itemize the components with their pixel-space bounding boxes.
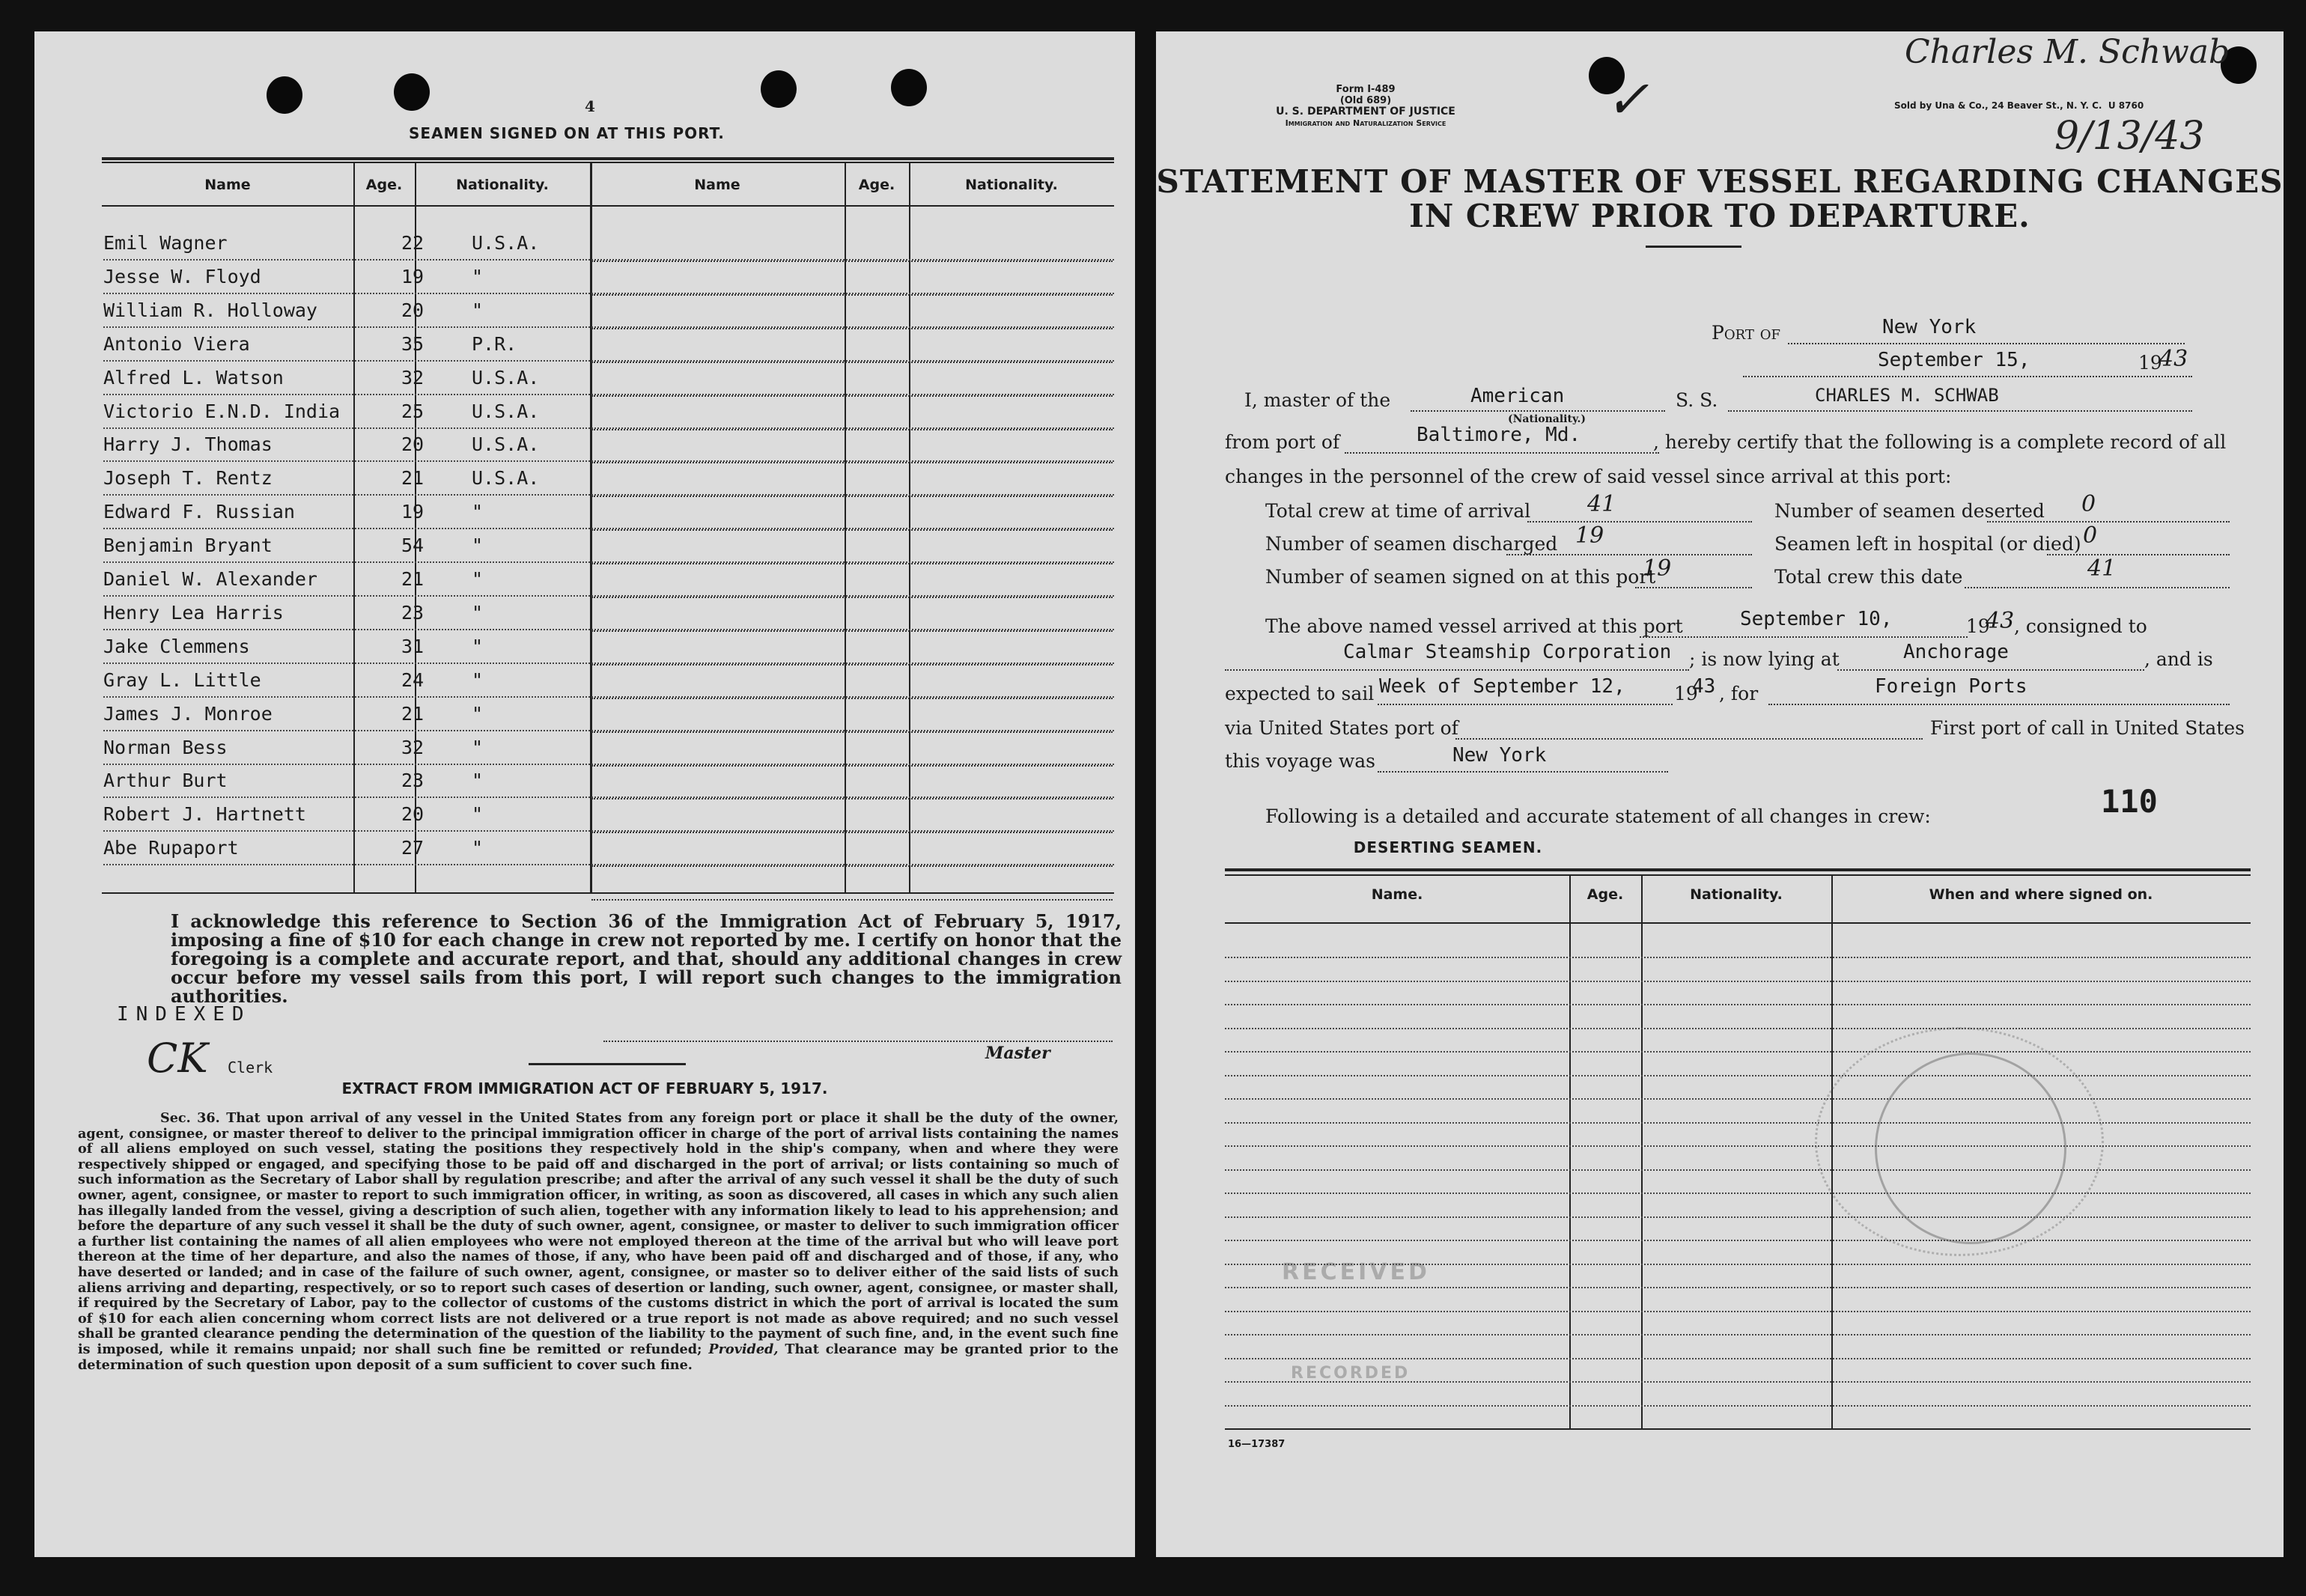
seaman-nationality: " xyxy=(472,770,484,792)
right-page: Form I-489 (Old 689) U. S. DEPARTMENT OF JUSTICE Immigration and Naturalization Service ✓ Charles M. Schwab 9/13/43 Sold by Una & Co., 24 Beaver St., N. Y. C. U 8760 STATEMENT OF MASTER OF VESSEL REGARDING CHANGES IN CREW PRIOR TO DEPARTURE. Port of New York September 15, 19 43 I, master of the American (Nationality.) S. S. CHARLES M. SCHWAB from port of Baltimore, Md. , hereby certify that the following is a complete record of all changes in the personnel of the crew of said vessel since arrival at this port: Total crew at time of arrival 41 Number of seamen deserted 0 Number of seamen discharged 19 Seamen left in hospital (or died) 0 Number of seamen signed on at this port 19 Total crew this date 41 The above named vessel arrived at this port September 10, 19 43 , consigned to Calmar Steamship Corporation ; is now lying at Anchorage , and is expected to sail Week of September 12, 19 43 , for Foreign Ports via United States port of First port of call in United States this voyage was New York 110 Following is a detailed and accurate statement of all changes in crew: DESERTING SEAMEN. Name. Age. Nationality. When and where signed on. RECEIVED RECORDED 16—17387 xyxy=(1156,31,2284,1557)
desert-col-signed-on: When and where signed on. xyxy=(1929,886,2153,903)
seaman-nationality: " xyxy=(472,299,484,321)
from-port-value: Baltimore, Md. xyxy=(1417,424,1581,446)
seaman-nationality: U.S.A. xyxy=(472,433,540,456)
signed-on-value: 19 xyxy=(1643,555,1672,582)
seaman-name: Abe Rupaport xyxy=(103,837,239,859)
table-row xyxy=(103,597,1114,630)
left-page xyxy=(34,31,1135,1557)
list-item xyxy=(1225,1311,2251,1312)
list-item xyxy=(1225,1098,2251,1100)
table-row xyxy=(103,496,1114,529)
seaman-age: 23 xyxy=(401,601,425,624)
list-item xyxy=(1225,1004,2251,1005)
seaman-nationality: " xyxy=(472,568,484,590)
hospital-label: Seamen left in hospital (or died) xyxy=(1774,533,2081,555)
list-item xyxy=(1225,1075,2251,1076)
table-row xyxy=(103,429,1114,462)
first-port-value: New York xyxy=(1452,744,1547,767)
table-row xyxy=(103,832,1114,865)
list-item xyxy=(1225,1216,2251,1218)
lying-label: ; is now lying at xyxy=(1689,648,1840,670)
circular-stamp-outer xyxy=(1815,1027,2104,1256)
seaman-name: Henry Lea Harris xyxy=(103,601,284,624)
col-header-name: Name xyxy=(204,177,251,193)
table-row xyxy=(103,799,1114,832)
sheet-number: 110 xyxy=(2101,783,2158,820)
col-header-name-2: Name xyxy=(694,177,740,193)
seaman-age: 21 xyxy=(401,702,425,725)
deserted-value: 0 xyxy=(2081,491,2096,517)
seaman-name: Robert J. Hartnett xyxy=(103,803,306,826)
faint-received-stamp: RECEIVED xyxy=(1282,1259,1430,1285)
and-is-label: , and is xyxy=(2144,648,2213,670)
list-item xyxy=(1225,1358,2251,1359)
arrived-year: 43 xyxy=(1986,608,2015,634)
printer-note: Sold by Una & Co., 24 Beaver St., N. Y. C. U 8760 xyxy=(1894,100,2144,111)
deserted-label: Number of seamen deserted xyxy=(1774,500,2045,522)
seaman-age: 20 xyxy=(401,299,425,321)
seaman-nationality: " xyxy=(472,837,484,859)
page-number: 4 xyxy=(585,97,595,115)
voyage-label: this voyage was xyxy=(1225,750,1376,772)
signed-on-label: Number of seamen signed on at this port xyxy=(1265,566,1656,588)
seaman-name: James J. Monroe xyxy=(103,702,273,725)
seaman-age: 25 xyxy=(401,400,425,422)
list-item xyxy=(1225,957,2251,958)
master-signature: Charles M. Schwab xyxy=(1905,33,2230,71)
seaman-name: Arthur Burt xyxy=(103,770,228,792)
list-item xyxy=(1225,1405,2251,1407)
seaman-name: Antonio Viera xyxy=(103,332,250,355)
port-value: New York xyxy=(1882,316,1977,338)
col-header-nationality-2: Nationality. xyxy=(965,177,1058,193)
destination-value: Foreign Ports xyxy=(1875,675,2027,698)
col-header-nationality: Nationality. xyxy=(456,177,549,193)
desert-col-name: Name. xyxy=(1371,886,1423,903)
total-date-value: 41 xyxy=(2087,555,2117,582)
expected-year: 43 xyxy=(1692,675,1716,698)
hospital-value: 0 xyxy=(2083,523,2098,549)
table-row xyxy=(103,228,1114,261)
seaman-nationality: " xyxy=(472,702,484,725)
table-row xyxy=(103,765,1114,798)
seaman-name: Harry J. Thomas xyxy=(103,433,273,456)
seaman-name: William R. Holloway xyxy=(103,299,317,321)
seaman-name: Emil Wagner xyxy=(103,232,228,254)
seaman-nationality: P.R. xyxy=(472,332,517,355)
punch-hole xyxy=(891,69,927,106)
seaman-name: Benjamin Bryant xyxy=(103,534,273,557)
table-row xyxy=(103,665,1114,698)
seaman-nationality: " xyxy=(472,736,484,758)
punch-hole xyxy=(394,73,430,111)
punch-hole xyxy=(267,76,302,114)
seaman-age: 21 xyxy=(401,467,425,490)
ss-label: S. S. xyxy=(1676,389,1718,411)
master-signature-label: Master xyxy=(985,1044,1050,1063)
arrived-label: The above named vessel arrived at this port xyxy=(1265,615,1683,637)
list-item xyxy=(1225,1287,2251,1288)
clerk-label: Clerk xyxy=(228,1059,273,1076)
consigned-label: , consigned to xyxy=(2014,615,2147,637)
from-port-label: from port of xyxy=(1225,431,1340,453)
date-annotation: 9/13/43 xyxy=(2054,114,2205,159)
col-header-age: Age. xyxy=(365,177,403,193)
seaman-nationality: " xyxy=(472,265,484,287)
seaman-name: Norman Bess xyxy=(103,736,228,758)
seaman-nationality: U.S.A. xyxy=(472,400,540,422)
clerk-initials: CK xyxy=(147,1035,208,1082)
table-row xyxy=(103,732,1114,765)
seaman-nationality: " xyxy=(472,668,484,691)
seaman-name: Joseph T. Rentz xyxy=(103,467,273,490)
seaman-age: 23 xyxy=(401,770,425,792)
form-title-line1: STATEMENT OF MASTER OF VESSEL REGARDING CHANGES xyxy=(1156,163,2284,200)
nationality-caption: (Nationality.) xyxy=(1508,413,1586,425)
seaman-nationality: " xyxy=(472,534,484,557)
discharged-label: Number of seamen discharged xyxy=(1265,533,1558,555)
total-arrival-value: 41 xyxy=(1587,491,1616,517)
lying-value: Anchorage xyxy=(1903,641,2009,663)
seaman-name: Daniel W. Alexander xyxy=(103,568,317,590)
seaman-nationality: " xyxy=(472,601,484,624)
expected-label: expected to sail xyxy=(1225,683,1375,704)
desert-col-nationality: Nationality. xyxy=(1690,886,1783,903)
list-item xyxy=(1225,981,2251,982)
consignee-value: Calmar Steamship Corporation xyxy=(1343,641,1672,663)
seaman-age: 35 xyxy=(401,332,425,355)
form-header: Form I-489 (Old 689) U. S. DEPARTMENT OF JUSTICE Immigration and Naturalization Service xyxy=(1276,84,1455,128)
extract-text: Sec. 36. That upon arrival of any vessel in the United States from any foreign port or place it shall be the duty of the owner, agent, consignee, or master thereof to deliver to the principal immigration officer in charge of the port of arrival lists containing the names of all aliens employed on such vessel, stating the positions they respectively hold in the ship's company, when and where they were respectively shipped or engaged, and specifying those to be paid off and discharged in the port of arrival; or lists containing so much of such information as the Secretary of Labor shall by regulation prescribe; and after the arrival of any such vessel it shall be the duty of such owner, agent, consignee, or master to report to such immigration officer, in writing, as soon as discovered, all cases in which any such alien has illegally landed from the vessel, giving a description of such alien, together with any information likely to lead to his apprehension; and before the departure of any such vessel it shall be the duty of such owner, agent, consignee, or master to deliver to such immigration officer a further list containing the names of all alien employees who were not employed thereon at the time of the arrival but who will leave port thereon at the time of her departure, and also the names of those, if any, who have been paid off and discharged and of those, if any, who have deserted or landed; and in case of the failure of such owner, agent, consignee, or master so to deliver either of the said lists of such aliens arriving and departing, respectively, or so to report such cases of desertion or landing, such owner, agent, consignee, or master shall, if required by the Secretary of Labor, pay to the collector of customs of the customs district in which the port of arrival is located the sum of $10 for each alien concerning whom correct lists are not delivered or a true report is not made as above required; and no such vessel shall be granted clearance pending the determination of the question of the liability to the payment of such fine, and, in the event such fine is imposed, while it remains unpaid; nor shall such fine be remitted or refunded; Provided, That clearance may be granted prior to the determination of such question upon deposit of a sum sufficient to cover such fine. xyxy=(78,1110,1119,1373)
col-header-age-2: Age. xyxy=(858,177,895,193)
total-date-label: Total crew this date xyxy=(1774,566,1963,588)
seaman-age: 20 xyxy=(401,433,425,456)
seaman-age: 32 xyxy=(401,366,425,389)
seaman-age: 27 xyxy=(401,837,425,859)
list-item xyxy=(1225,1051,2251,1053)
vessel-name: CHARLES M. SCHWAB xyxy=(1815,385,1999,406)
seaman-age: 32 xyxy=(401,736,425,758)
total-arrival-label: Total crew at time of arrival xyxy=(1265,500,1531,522)
seaman-nationality: U.S.A. xyxy=(472,467,540,490)
date-day: September 15, xyxy=(1878,349,2030,371)
table-row xyxy=(103,698,1114,731)
punch-hole xyxy=(761,70,797,108)
seaman-nationality: " xyxy=(472,501,484,523)
table-row xyxy=(103,564,1114,597)
master-of-label: I, master of the xyxy=(1244,389,1391,411)
discharged-value: 19 xyxy=(1575,523,1604,549)
seaman-nationality: U.S.A. xyxy=(472,232,540,254)
faint-recorded-stamp: RECORDED xyxy=(1291,1364,1411,1383)
table-row xyxy=(103,295,1114,328)
check-mark: ✓ xyxy=(1605,69,1649,130)
certify-text: , hereby certify that the following is a complete record of all xyxy=(1653,431,2227,453)
indexed-stamp: INDEXED xyxy=(117,1003,252,1026)
table-row xyxy=(103,396,1114,429)
seaman-name: Alfred L. Watson xyxy=(103,366,284,389)
changes-text: changes in the personnel of the crew of said vessel since arrival at this port: xyxy=(1225,466,1952,487)
seaman-age: 21 xyxy=(401,568,425,590)
date-year: 43 xyxy=(2159,346,2188,372)
table-row xyxy=(103,329,1114,362)
first-port-label: First port of call in United States xyxy=(1930,717,2245,739)
seaman-name: Edward F. Russian xyxy=(103,501,295,523)
form-title-line2: IN CREW PRIOR TO DEPARTURE. xyxy=(1409,198,2030,234)
seaman-age: 24 xyxy=(401,668,425,691)
table-row xyxy=(103,530,1114,563)
footer-code: 16—17387 xyxy=(1228,1439,1286,1450)
seamen-signed-title: SEAMEN SIGNED ON AT THIS PORT. xyxy=(409,124,725,142)
table-row xyxy=(103,362,1114,395)
seaman-age: 19 xyxy=(401,501,425,523)
expected-value: Week of September 12, xyxy=(1379,675,1625,698)
port-label: Port of xyxy=(1712,322,1781,344)
seaman-name: Victorio E.N.D. India xyxy=(103,400,341,422)
seaman-name: Jesse W. Floyd xyxy=(103,265,261,287)
seaman-age: 19 xyxy=(401,265,425,287)
seaman-nationality: U.S.A. xyxy=(472,366,540,389)
desert-col-age: Age. xyxy=(1586,886,1624,903)
table-row xyxy=(103,631,1114,664)
seaman-age: 22 xyxy=(401,232,425,254)
via-label: via United States port of xyxy=(1225,717,1458,739)
for-label: , for xyxy=(1719,683,1759,704)
list-item xyxy=(1225,1240,2251,1241)
list-item xyxy=(1225,1193,2251,1194)
nationality-value: American xyxy=(1470,385,1565,407)
seaman-age: 20 xyxy=(401,803,425,826)
arrived-date: September 10, xyxy=(1740,608,1893,630)
seaman-name: Gray L. Little xyxy=(103,668,261,691)
extract-title: EXTRACT FROM IMMIGRATION ACT OF FEBRUARY 5, 1917. xyxy=(341,1079,828,1097)
table-row xyxy=(103,261,1114,294)
table-row xyxy=(103,463,1114,496)
seaman-name: Jake Clemmens xyxy=(103,635,250,657)
seaman-age: 54 xyxy=(401,534,425,557)
seaman-age: 31 xyxy=(401,635,425,657)
list-item xyxy=(1225,1334,2251,1335)
following-label: Following is a detailed and accurate statement of all changes in crew: xyxy=(1265,805,1931,827)
list-item xyxy=(1225,1028,2251,1029)
seaman-nationality: " xyxy=(472,803,484,826)
acknowledgement-text: I acknowledge this reference to Section 36 of the Immigration Act of February 5, 1917, imposing a fine of $10 for each change in crew not reported by me. I certify on honor that the foregoing is a complete and accurate report, and that, should any additional changes in crew occur before my vessel sails from this port, I will report such changes to the immigration authorities. xyxy=(171,910,1122,1007)
deserting-seamen-title: DESERTING SEAMEN. xyxy=(1353,838,1543,856)
seaman-nationality: " xyxy=(472,635,484,657)
